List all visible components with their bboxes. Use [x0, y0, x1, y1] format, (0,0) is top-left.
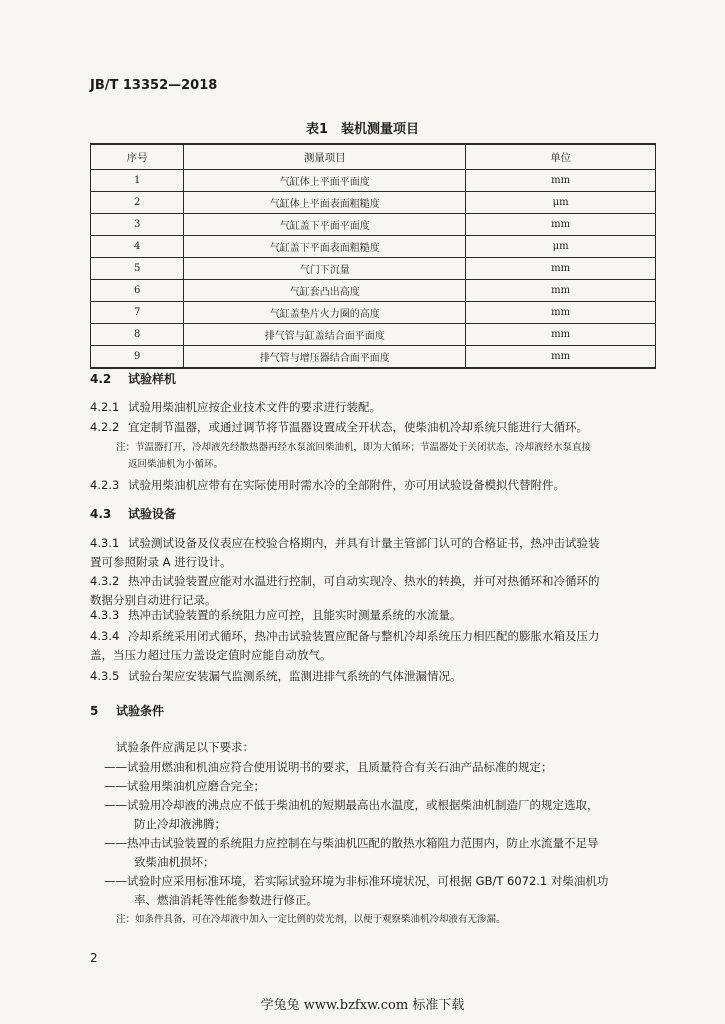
table-row	[91, 302, 656, 324]
clause-4-2-2	[90, 418, 588, 437]
table-row	[91, 258, 656, 280]
cell-item: 气缸体上平面表面粗糙度	[184, 192, 466, 214]
note-section-5: 注：如条件具备，可在冷却液中加入一定比例的荧光剂，以便于观察柴油机冷却液有无渗漏。	[116, 914, 506, 925]
clause-4-3-1	[90, 534, 600, 572]
clause-text-cont: 盖，当压力超过压力盖设定值时应能自动放气。	[90, 648, 332, 662]
table-header-row	[91, 144, 656, 170]
cell-unit: mm	[466, 302, 656, 324]
section-number: 4.3	[90, 507, 112, 521]
cell-item: 气缸盖下平面平面度	[184, 214, 466, 236]
cell-index: 9	[91, 346, 184, 369]
section-title: 试验样机	[128, 372, 177, 386]
cell-unit: mm	[466, 214, 656, 236]
cell-index: 5	[91, 258, 184, 280]
table-row	[91, 324, 656, 346]
cell-unit: mm	[466, 324, 656, 346]
section-title: 试验设备	[128, 507, 177, 521]
cell-index: 6	[91, 280, 184, 302]
section-4-3-heading	[90, 505, 176, 524]
list-item: ——试验用冷却液的沸点应不低于柴油机的短期最高出水温度，或根据柴油机制造厂的规定选取，	[104, 798, 599, 812]
clause-4-3-2	[90, 572, 600, 610]
clause-number: 4.3.3	[90, 608, 120, 622]
clause-number: 4.3.2	[90, 574, 120, 588]
page-number: 2	[90, 951, 98, 965]
clause-number: 4.2.1	[90, 400, 120, 414]
footer-watermark: 学兔兔 www.bzfxw.com 标准下载	[260, 998, 465, 1013]
condition-list	[104, 758, 608, 910]
clause-number: 4.2.3	[90, 478, 120, 492]
cell-unit: μm	[466, 192, 656, 214]
cell-item: 气缸体上平面平面度	[184, 170, 466, 192]
clause-text: 热冲击试验装置的系统阻力应可控，且能实时测量系统的水流量。	[128, 608, 462, 622]
header-unit: 单位	[466, 144, 656, 170]
clause-4-3-5	[90, 667, 462, 686]
clause-number: 4.3.4	[90, 629, 120, 643]
clause-text: 试验台架应安装漏气监测系统，监测进排气系统的气体泄漏情况。	[128, 669, 462, 683]
cell-unit: μm	[466, 236, 656, 258]
clause-number: 4.2.2	[90, 420, 120, 434]
cell-index: 7	[91, 302, 184, 324]
clause-text: 试验测试设备及仪表应在校验合格期内，并具有计量主管部门认可的合格证书，热冲击试验装	[128, 536, 600, 550]
clause-4-2-3	[90, 476, 565, 495]
section-number: 4.2	[90, 372, 112, 386]
document-code: JB/T 13352—2018	[90, 78, 218, 93]
cell-index: 1	[91, 170, 184, 192]
cell-unit: mm	[466, 170, 656, 192]
cell-item: 排气管与缸盖结合面平面度	[184, 324, 466, 346]
list-item: ——试验用柴油机应磨合完全；	[104, 779, 265, 793]
cell-item: 气门下沉量	[184, 258, 466, 280]
list-item: ——热冲击试验装置的系统阻力应控制在与柴油机匹配的散热水箱阻力范围内，防止水流量不足导	[104, 836, 599, 850]
list-item-cont: 致柴油机损坏；	[134, 855, 215, 869]
clause-text: 试验用柴油机应带有在实际使用时需水冷的全部附件，亦可用试验设备模拟代替附件。	[128, 478, 565, 492]
clause-4-2-1	[90, 398, 381, 417]
cell-item: 气缸盖垫片火力圈的高度	[184, 302, 466, 324]
clause-text: 冷却系统采用闭式循环，热冲击试验装置应配备与整机冷却系统压力相匹配的膨胀水箱及压力	[128, 629, 600, 643]
note-4-2-2	[116, 439, 591, 473]
cell-unit: mm	[466, 258, 656, 280]
list-item: ——试验时应采用标准环境，若实际试验环境为非标准环境状况，可根据 GB/T 6072.1 对柴油机功	[104, 874, 609, 888]
table-row	[91, 236, 656, 258]
cell-unit: mm	[466, 346, 656, 369]
cell-index: 2	[91, 192, 184, 214]
table-row	[91, 280, 656, 302]
header-item: 测量项目	[184, 144, 466, 170]
cell-index: 4	[91, 236, 184, 258]
list-item-cont: 率、燃油消耗等性能参数进行修正。	[134, 893, 318, 907]
clause-text: 热冲击试验装置应能对水温进行控制，可自动实现冷、热水的转换，并可对热循环和冷循环的	[128, 574, 600, 588]
clause-text-cont: 数据分别自动进行记录。	[90, 593, 217, 607]
clause-4-3-4	[90, 627, 600, 665]
clause-number: 4.3.1	[90, 536, 120, 550]
section-number: 5	[90, 704, 99, 718]
cell-item: 气缸盖下平面表面粗糙度	[184, 236, 466, 258]
table-row	[91, 214, 656, 236]
note-line: 注：节温器打开，冷却液先经散热器再经水泵流回柴油机，即为大循环；节温器处于关闭状态，冷却液经水泵直接	[116, 442, 592, 453]
table-row	[91, 346, 656, 369]
table-row	[91, 170, 656, 192]
note-line: 返回柴油机为小循环。	[128, 459, 224, 470]
cell-unit: mm	[466, 280, 656, 302]
clause-text-cont: 置可参照附录 A 进行设计。	[90, 555, 232, 569]
section-title: 试验条件	[116, 704, 165, 718]
cell-index: 3	[91, 214, 184, 236]
clause-text: 试验用柴油机应按企业技术文件的要求进行装配。	[128, 400, 381, 414]
list-item-cont: 防止冷却液沸腾；	[134, 817, 226, 831]
cell-item: 排气管与增压器结合面平面度	[184, 346, 466, 369]
list-item: ——试验用燃油和机油应符合使用说明书的要求，且质量符合有关石油产品标准的规定；	[104, 760, 553, 774]
cell-index: 8	[91, 324, 184, 346]
table-row	[91, 192, 656, 214]
measurement-table	[90, 143, 656, 369]
clause-text: 宜定制节温器，或通过调节将节温器设置成全开状态，使柴油机冷却系统只能进行大循环。	[128, 420, 588, 434]
section-4-2-heading	[90, 370, 176, 389]
clause-4-3-3	[90, 606, 462, 625]
table-title: 表1 装机测量项目	[305, 122, 420, 137]
cell-item: 气缸套凸出高度	[184, 280, 466, 302]
section-5-heading	[90, 702, 164, 721]
section-5-intro: 试验条件应满足以下要求：	[116, 740, 254, 754]
header-index: 序号	[91, 144, 184, 170]
clause-number: 4.3.5	[90, 669, 120, 683]
